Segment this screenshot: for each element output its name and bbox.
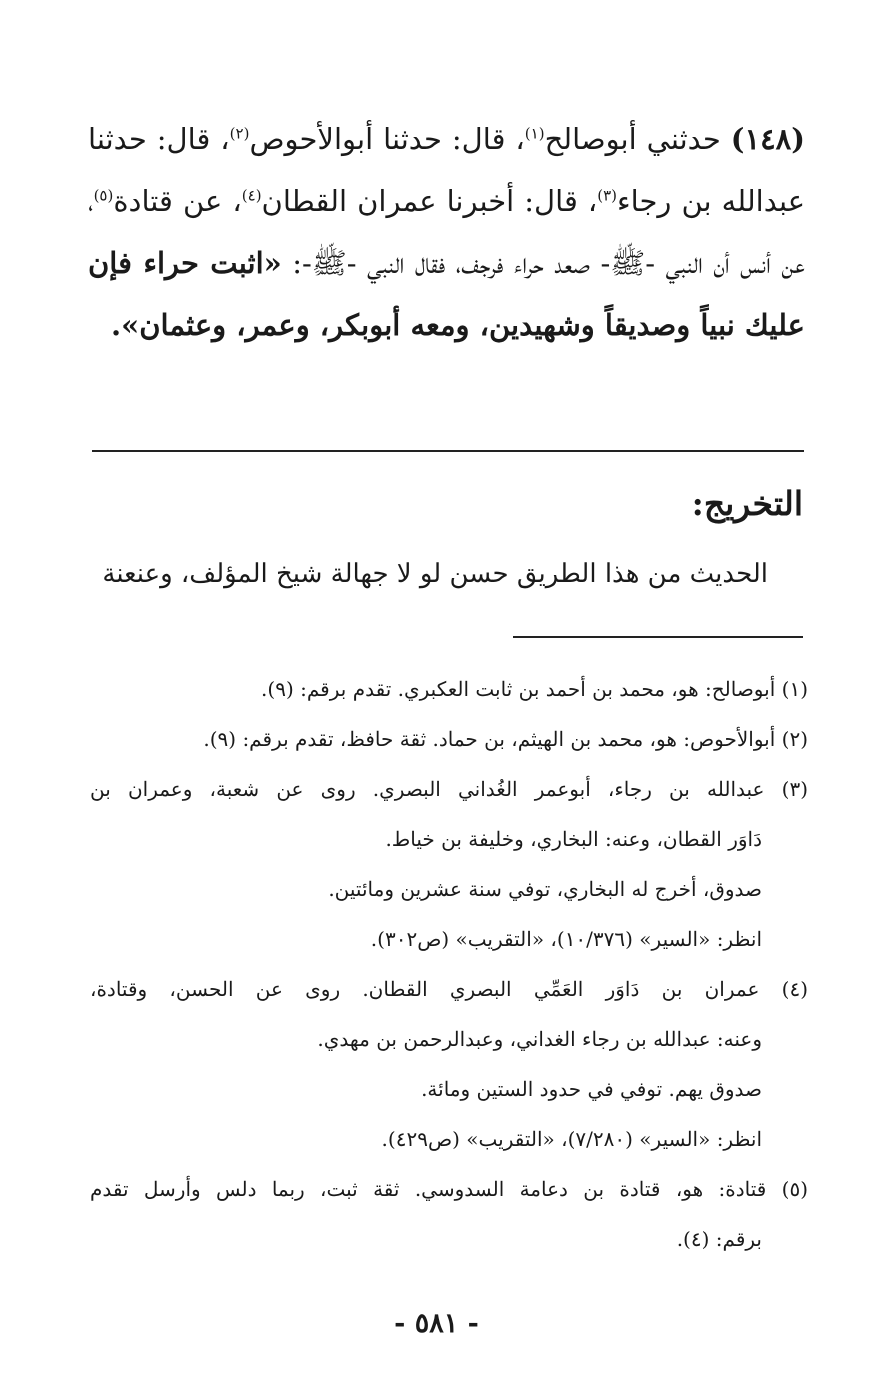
hadith-text-2: ، قال: حدثنا أبوالأحوص xyxy=(249,122,525,156)
footnote-4-line-3: صدوق يهم. توفي في حدود الستين ومائة. xyxy=(421,1077,762,1101)
footnote-4-line-4: انظر: «السير» (٧/٢٨٠)، «التقريب» (ص٤٢٩). xyxy=(381,1127,762,1151)
footnote-4-line-1: (٤) عمران بن دَاوَر العَمِّي البصري القطان. روى عن الحسن، وقتادة، xyxy=(90,977,808,1001)
section-divider xyxy=(92,450,804,452)
footnote-ref-1: (١) xyxy=(524,124,545,143)
footnote-ref-3: (٣) xyxy=(597,186,618,205)
footnote-ref-5: (٥) xyxy=(93,186,114,205)
footnote-divider xyxy=(513,636,803,638)
hadith-text-1: حدثني أبوصالح xyxy=(544,122,721,156)
takhrij-text: الحديث من هذا الطريق حسن لو لا جهالة شيخ المؤلف، وعنعنة xyxy=(102,559,768,589)
footnote-ref-4: (٤) xyxy=(241,186,262,205)
footnote-5-line-1: (٥) قتادة: هو، قتادة بن دعامة السدوسي. ثقة ثبت، ربما دلس وأرسل تقدم xyxy=(90,1177,808,1201)
page-number: - ٥٨١ - xyxy=(394,1308,479,1339)
hadith-text-6: ، عن أنس أن النبي -ﷺ- صعد حراء فرجف، فقال النبي -ﷺ-: xyxy=(88,184,805,280)
hadith-text-4: ، قال: أخبرنا عمران القطان xyxy=(261,184,598,218)
hadith-quote: «اثبت حراء فإن عليك نبياً وصديقاً وشهيدين، ومعه أبوبكر، وعمر، وعثمان». xyxy=(88,246,805,342)
hadith-text-3: ، قال: حدثنا عبدالله بن رجاء xyxy=(88,122,806,218)
footnote-5-line-2: برقم: (٤). xyxy=(676,1227,762,1251)
hadith-number: (١٤٨) xyxy=(730,122,805,156)
footnote-3-line-1: (٣) عبدالله بن رجاء، أبوعمر الغُداني البصري. روى عن شعبة، وعمران بن xyxy=(90,777,808,801)
footnote-3-line-2: دَاوَر القطان، وعنه: البخاري، وخليفة بن خياط. xyxy=(385,827,762,851)
footnotes xyxy=(90,664,808,1264)
footnote-4-line-2: وعنه: عبدالله بن رجاء الغداني، وعبدالرحمن بن مهدي. xyxy=(317,1027,762,1051)
footnote-3-line-4: انظر: «السير» (١٠/٣٧٦)، «التقريب» (ص٣٠٢). xyxy=(370,927,762,951)
hadith-text-5: ، عن قتادة xyxy=(113,184,242,218)
takhrij-heading: التخريج: xyxy=(691,484,803,523)
hadith-paragraph xyxy=(88,108,805,356)
footnote-ref-2: (٢) xyxy=(229,124,250,143)
footnote-1: (١) أبوصالح: هو، محمد بن أحمد بن ثابت العكبري. تقدم برقم: (٩). xyxy=(261,677,808,701)
footnote-3-line-3: صدوق، أخرج له البخاري، توفي سنة عشرين ومائتين. xyxy=(328,877,762,901)
footnote-2: (٢) أبوالأحوص: هو، محمد بن الهيثم، بن حماد. ثقة حافظ، تقدم برقم: (٩). xyxy=(203,727,808,751)
